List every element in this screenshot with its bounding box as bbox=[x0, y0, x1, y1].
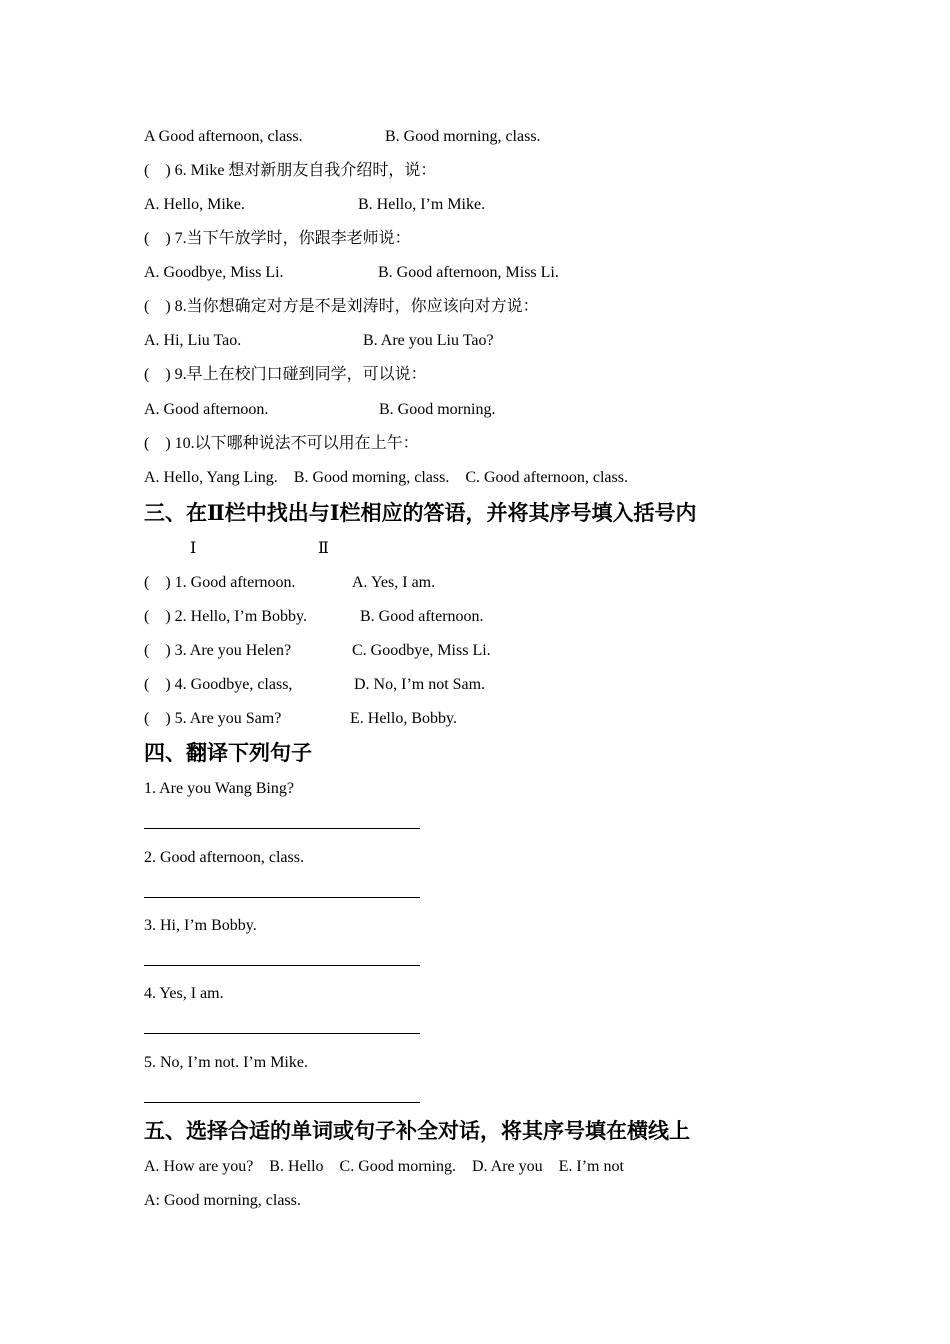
q8-option-b: B. Are you Liu Tao? bbox=[363, 332, 494, 349]
answer-line-3[interactable] bbox=[144, 965, 420, 966]
q9-option-a: A. Good afternoon. bbox=[144, 401, 269, 418]
match-left-1: ( ) 1. Good afternoon. bbox=[144, 574, 296, 591]
match-right-4: D. No, I’m not Sam. bbox=[354, 676, 486, 693]
section-5-options: A. How are you? B. Hello C. Good morning. D. Are you E. I’m not bbox=[144, 1158, 624, 1175]
answer-line-4[interactable] bbox=[144, 1033, 420, 1034]
column-2-header: Ⅱ bbox=[318, 540, 329, 557]
dialog-line-1: A: Good morning, class. bbox=[144, 1192, 301, 1209]
question-6: ( ) 6. Mike 想对新朋友自我介绍时，说： bbox=[144, 162, 437, 179]
answer-line-1[interactable] bbox=[144, 828, 420, 829]
answer-line-2[interactable] bbox=[144, 897, 420, 898]
match-left-4: ( ) 4. Goodbye, class, bbox=[144, 676, 293, 693]
question-10: ( ) 10.以下哪种说法不可以用在上午： bbox=[144, 435, 419, 452]
q6-option-b: B. Hello, I’m Mike. bbox=[358, 196, 486, 213]
section-5-title: 五、选择合适的单词或句子补全对话，将其序号填在横线上 bbox=[144, 1119, 690, 1143]
match-left-3: ( ) 3. Are you Helen? bbox=[144, 642, 292, 659]
translate-item-3: 3. Hi, I’m Bobby. bbox=[144, 917, 257, 934]
match-right-3: C. Goodbye, Miss Li. bbox=[352, 642, 491, 659]
q6-option-a: A. Hello, Mike. bbox=[144, 196, 245, 213]
translate-item-2: 2. Good afternoon, class. bbox=[144, 849, 304, 866]
question-7: ( ) 7.当下午放学时，你跟李老师说： bbox=[144, 230, 411, 247]
translate-item-4: 4. Yes, I am. bbox=[144, 985, 224, 1002]
column-1-header: Ⅰ bbox=[190, 540, 197, 557]
q10-options: A. Hello, Yang Ling. B. Good morning, class. C. Good afternoon, class. bbox=[144, 469, 628, 486]
q8-option-a: A. Hi, Liu Tao. bbox=[144, 332, 242, 349]
match-right-2: B. Good afternoon. bbox=[360, 608, 484, 625]
q7-option-b: B. Good afternoon, Miss Li. bbox=[378, 264, 559, 281]
q5-option-b: B. Good morning, class. bbox=[385, 128, 541, 145]
answer-line-5[interactable] bbox=[144, 1102, 420, 1103]
section-3-title: 三、在Ⅱ栏中找出与Ⅰ栏相应的答语，并将其序号填入括号内 bbox=[144, 501, 697, 525]
translate-item-1: 1. Are you Wang Bing? bbox=[144, 780, 294, 797]
q7-option-a: A. Goodbye, Miss Li. bbox=[144, 264, 284, 281]
match-left-2: ( ) 2. Hello, I’m Bobby. bbox=[144, 608, 307, 625]
question-9: ( ) 9.早上在校门口碰到同学，可以说： bbox=[144, 366, 427, 383]
match-right-1: A. Yes, I am. bbox=[352, 574, 436, 591]
section-4-title: 四、翻译下列句子 bbox=[144, 741, 312, 765]
match-right-5: E. Hello, Bobby. bbox=[350, 710, 457, 727]
q9-option-b: B. Good morning. bbox=[379, 401, 496, 418]
translate-item-5: 5. No, I’m not. I’m Mike. bbox=[144, 1054, 308, 1071]
q5-option-a: A Good afternoon, class. bbox=[144, 128, 303, 145]
question-8: ( ) 8.当你想确定对方是不是刘涛时，你应该向对方说： bbox=[144, 298, 539, 315]
match-left-5: ( ) 5. Are you Sam? bbox=[144, 710, 282, 727]
